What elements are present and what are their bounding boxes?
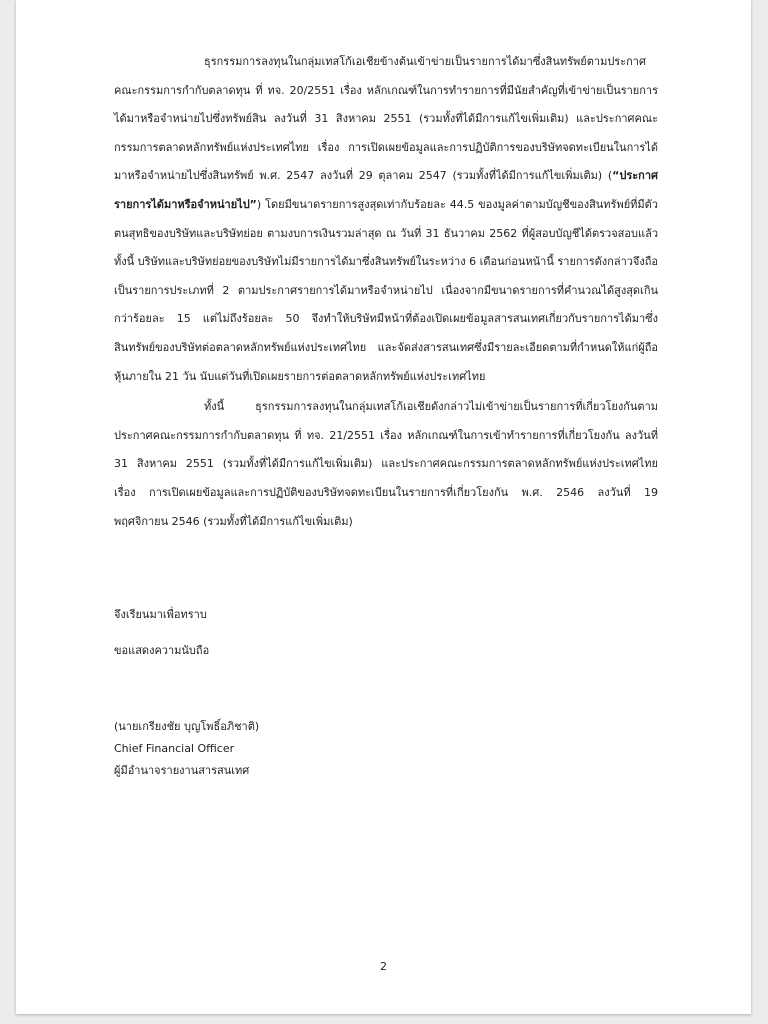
paragraph-acquisition-part1: ธุรกรรมการลงทุนในกลุ่มเทสโก้เอเชียข้างต้นเข้าข่ายเป็นรายการได้มาซึ่งสินทรัพย์ตามประกาศคณะกรรมการกำกับตลาดทุน ที่ ทจ. 20/2551 เรื่อง หลักเกณฑ์ในการทำรายการที่มีนัยสำคัญที่เข้าข่ายเป็นรายการได้มาหรือจำหน่ายไปซึ่งทรัพย์สิน ลงวันที่ 31 สิงหาคม 2551 (รวมทั้งที่ได้มีการแก้ไขเพิ่มเติม) และประกาศคณะกรรมการตลาดหลักทรัพย์แห่งประเทศไทย เรื่อง การเปิดเผยข้อมูลและการปฏิบัติการของบริษัทจดทะเบียนในการได้มาหรือจำหน่ายไปซึ่งสินทรัพย์ พ.ศ. 2547 ลงวันที่ 29 ตุลาคม 2547 (รวมทั้งที่ได้มีการแก้ไขเพิ่มเติม) ( — [114, 55, 658, 183]
closing-line-regards: ขอแสดงความนับถือ — [114, 644, 210, 657]
signatory-title: Chief Financial Officer — [114, 742, 235, 755]
paragraph-acquisition — [114, 48, 658, 391]
signatory-name: (นายเกรียงชัย บุญโพธิ์อภิชาติ) — [114, 720, 260, 733]
signatory-role: ผู้มีอำนาจรายงานสารสนเทศ — [114, 764, 250, 777]
paragraph-connected-transaction: ทั้งนี้ ธุรกรรมการลงทุนในกลุ่มเทสโก้เอเชียดังกล่าวไม่เข้าข่ายเป็นรายการที่เกี่ยวโยงกันตามประกาศคณะกรรมการกำกับตลาดทุน ที่ ทจ. 21/2551 เรื่อง หลักเกณฑ์ในการเข้าทำรายการที่เกี่ยวโยงกัน ลงวันที่ 31 สิงหาคม 2551 (รวมทั้งที่ได้มีการแก้ไขเพิ่มเติม) และประกาศคณะกรรมการตลาดหลักทรัพย์แห่งประเทศไทย เรื่อง การเปิดเผยข้อมูลและการปฏิบัติของบริษัทจดทะเบียนในรายการที่เกี่ยวโยงกัน พ.ศ. 2546 ลงวันที่ 19 พฤศจิกายน 2546 (รวมทั้งที่ได้มีการแก้ไขเพิ่มเติม) — [114, 400, 658, 528]
paragraph-acquisition-defined-term: “ประกาศรายการได้มาหรือจำหน่ายไป” — [114, 169, 658, 211]
paragraph-acquisition-part2: ) โดยมีขนาดรายการสูงสุดเท่ากับร้อยละ 44.5 ของมูลค่าตามบัญชีของสินทรัพย์ที่มีตัวตนสุทธิของบริษัทและบริษัทย่อย ตามงบการเงินรวมล่าสุด ณ วันที่ 31 ธันวาคม 2562 ที่ผู้สอบบัญชีได้ตรวจสอบแล้ว ทั้งนี้ บริษัทและบริษัทย่อยของบริษัทไม่มีรายการได้มาซึ่งสินทรัพย์ในระหว่าง 6 เดือนก่อนหน้านี้ รายการดังกล่าวจึงถือเป็นรายการประเภทที่ 2 ตามประกาศรายการได้มาหรือจำหน่ายไป เนื่องจากมีขนาดรายการที่คำนวณได้สูงสุดเกินกว่าร้อยละ 15 แต่ไม่ถึงร้อยละ 50 จึงทำให้บริษัทมีหน้าที่ต้องเปิดเผยข้อมูลสารสนเทศเกี่ยวกับรายการได้มาซึ่งสินทรัพย์ของบริษัทต่อตลาดหลักทรัพย์แห่งประเทศไทย และจัดส่งสารสนเทศซึ่งมีรายละเอียดตามที่กำหนดให้แก่ผู้ถือหุ้นภายใน 21 วัน นับแต่วันที่เปิดเผยรายการต่อตลาดหลักทรัพย์แห่งประเทศไทย — [114, 197, 658, 383]
signature-block — [114, 716, 259, 782]
body-text — [114, 48, 658, 536]
page-number: 2 — [380, 960, 387, 973]
closing-regards — [114, 640, 209, 662]
closing-line-inform: จึงเรียนมาเพื่อทราบ — [114, 608, 207, 621]
document-page — [16, 0, 751, 1014]
closing-remark — [114, 604, 207, 626]
